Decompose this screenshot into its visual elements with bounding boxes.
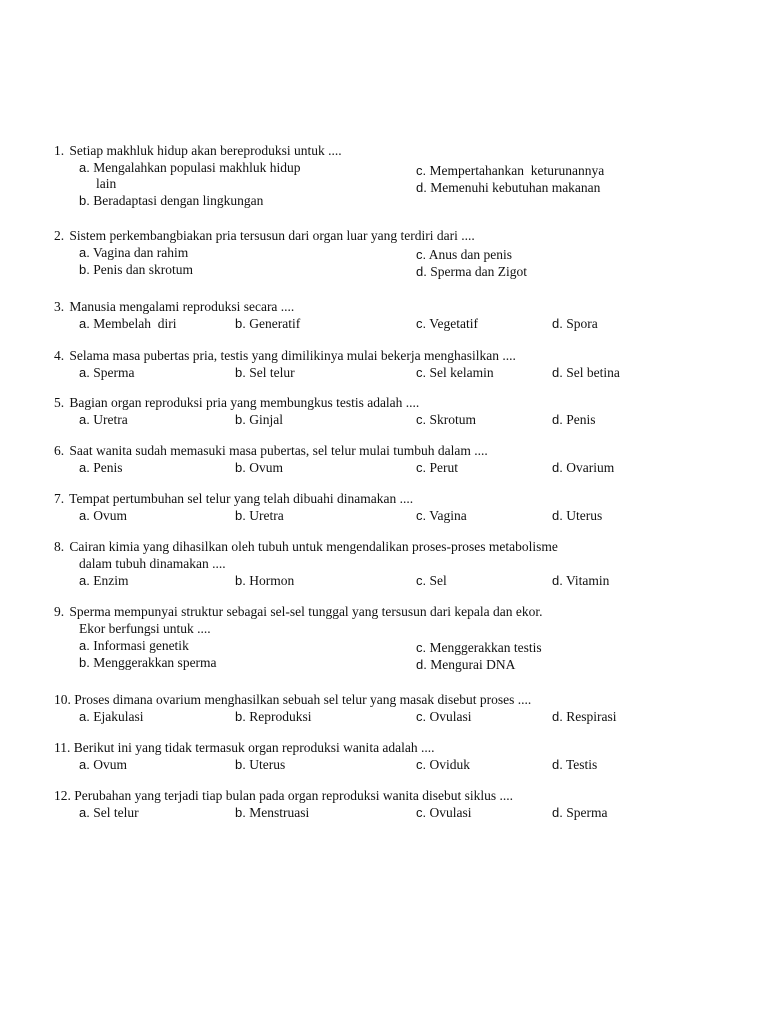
option-a-continued [96,175,116,192]
question-number: 1. [54,143,65,158]
question-stem [54,490,714,507]
question-text: Setiap makhluk hidup akan bereproduksi untuk .... [69,143,342,158]
option-text: Sperma [566,805,608,820]
option-d [552,804,607,821]
option-d [552,507,602,524]
option-text: Vegetatif [429,316,478,331]
option-text: Uretra [249,508,284,523]
question-number: 5. [54,395,65,410]
option-d [416,263,527,280]
option-text: Penis [93,460,123,475]
option-letter: a. [79,460,90,475]
question-number: 6. [54,443,65,458]
option-letter: b. [79,193,90,208]
option-letter: a. [79,709,90,724]
option-text: Memenuhi kebutuhan makanan [430,180,601,195]
option-b [79,192,263,209]
option-text: Perut [429,460,458,475]
question-number: 11. [54,740,71,755]
question-7 [54,490,714,523]
question-text: Manusia mengalami reproduksi secara .... [69,299,295,314]
option-c [416,708,472,725]
option-a [79,411,128,428]
question-number: 12. [54,788,71,803]
option-letter: c. [416,709,427,724]
option-text: Uretra [93,412,128,427]
option-c [416,756,470,773]
question-number: 9. [54,604,65,619]
option-letter: c. [416,365,427,380]
option-letter: d. [552,365,563,380]
option-b [235,364,295,381]
option-text: Sperma [93,365,135,380]
question-text: Bagian organ reproduksi pria yang membungkus testis adalah .... [69,395,420,410]
option-c [416,507,467,524]
option-letter: a. [79,638,90,653]
option-text: Hormon [249,573,295,588]
option-text: Menggerakkan sperma [93,655,217,670]
option-d [416,179,600,196]
option-letter: d. [552,757,563,772]
option-letter: c. [416,460,427,475]
option-letter: c. [416,163,427,178]
option-letter: c. [416,316,427,331]
option-text: Oviduk [429,757,470,772]
option-text: Generatif [249,316,301,331]
option-b [235,804,309,821]
option-text: Vitamin [565,573,610,588]
option-a [79,159,301,176]
option-b [235,572,294,589]
option-c [416,411,476,428]
question-text: Tempat pertumbuhan sel telur yang telah dibuahi dinamakan .... [69,491,414,506]
option-b [235,756,285,773]
option-letter: a. [79,573,90,588]
question-text: Saat wanita sudah memasuki masa pubertas, sel telur mulai tumbuh dalam .... [69,443,488,458]
option-b [235,507,284,524]
question-5 [54,394,714,427]
question-8 [54,538,714,588]
question-11 [54,739,714,772]
option-d [416,656,515,673]
question-text: Cairan kimia yang dihasilkan oleh tubuh untuk mengendalikan proses-proses metabolisme [69,539,558,554]
question-number: 10. [54,692,71,707]
option-letter: c. [416,640,427,655]
option-b [235,411,283,428]
option-text: lain [96,176,117,191]
question-4 [54,347,714,380]
option-letter: b. [235,805,246,820]
option-letter: b. [79,262,90,277]
option-text: Respirasi [566,709,617,724]
option-letter: d. [552,460,563,475]
option-letter: b. [235,365,246,380]
question-stem [54,538,714,555]
option-c [416,459,458,476]
question-text: Selama masa pubertas pria, testis yang dimilikinya mulai bekerja menghasilkan .... [69,348,516,363]
option-text: Sel kelamin [429,365,494,380]
option-letter: b. [79,655,90,670]
option-letter: b. [235,573,246,588]
question-text: Berikut ini yang tidak termasuk organ reproduksi wanita adalah .... [73,740,435,755]
option-text: Ovum [93,757,127,772]
option-letter: d. [552,709,563,724]
option-c [416,804,472,821]
option-letter: c. [416,757,427,772]
question-number: 8. [54,539,65,554]
option-letter: c. [416,508,427,523]
option-c [416,639,542,656]
option-text: Sel [429,573,447,588]
option-text: Mengurai DNA [430,657,516,672]
option-text: Uterus [249,757,286,772]
option-a [79,756,127,773]
question-number: 7. [54,491,65,506]
option-letter: a. [79,245,90,260]
option-letter: d. [416,264,427,279]
option-text: Skrotum [429,412,477,427]
question-text: Proses dimana ovarium menghasilkan sebuah sel telur yang masak disebut proses .... [74,692,532,707]
option-letter: b. [235,460,246,475]
question-9 [54,603,714,672]
question-number: 3. [54,299,65,314]
option-letter: a. [79,316,90,331]
option-a [79,708,143,725]
option-text: Vagina [429,508,467,523]
option-a [79,244,188,261]
option-letter: c. [416,805,427,820]
option-text: Ovum [249,460,283,475]
option-b [79,654,217,671]
option-a [79,637,189,654]
option-c [416,162,604,179]
option-letter: d. [552,412,563,427]
question-2 [54,227,714,279]
option-letter: a. [79,160,90,175]
option-a [79,507,127,524]
option-letter: b. [235,508,246,523]
option-letter: b. [235,709,246,724]
question-stem [54,142,714,159]
option-text: Beradaptasi dengan lingkungan [93,193,264,208]
option-d [552,364,620,381]
question-10 [54,691,714,724]
question-stem [54,347,714,364]
option-d [552,315,598,332]
option-a [79,315,176,332]
option-letter: d. [552,573,563,588]
option-text: Mempertahankan keturunannya [429,163,605,178]
option-letter: d. [416,180,427,195]
question-stem [54,739,714,756]
question-stem [54,691,714,708]
question-stem [54,442,714,459]
option-a [79,804,139,821]
option-text: Testis [565,757,598,772]
question-stem [54,787,714,804]
option-letter: a. [79,757,90,772]
option-text: Mengalahkan populasi makhluk hidup [93,160,301,175]
option-c [416,572,447,589]
option-letter: b. [235,757,246,772]
question-stem [54,603,714,620]
question-1 [54,142,714,208]
option-d [552,708,616,725]
option-d [552,756,597,773]
option-text: Ginjal [249,412,283,427]
option-text: Ovarium [566,460,615,475]
question-stem-continued: Ekor berfungsi untuk .... [79,621,211,636]
option-text: Sel betina [566,365,620,380]
option-text: Ovulasi [429,709,472,724]
question-stem-continued: dalam tubuh dinamakan .... [79,556,226,571]
option-b [235,708,311,725]
question-text: Sperma mempunyai struktur sebagai sel-sel tunggal yang tersusun dari kepala dan ekor. [69,604,543,619]
option-c [416,315,478,332]
question-text: Sistem perkembangbiakan pria tersusun dari organ luar yang terdiri dari .... [69,228,475,243]
option-text: Reproduksi [249,709,312,724]
question-stem [54,394,714,411]
option-letter: c. [416,412,427,427]
option-letter: d. [552,805,563,820]
option-letter: a. [79,805,90,820]
option-text: Sel telur [249,365,295,380]
option-d [552,459,614,476]
option-b [235,459,283,476]
question-3 [54,298,714,331]
option-letter: b. [235,316,246,331]
option-text: Penis dan skrotum [93,262,193,277]
option-text: Uterus [566,508,603,523]
option-text: Membelah diri [93,316,177,331]
option-text: Menggerakkan testis [429,640,542,655]
option-letter: c. [416,247,427,262]
option-letter: d. [552,316,563,331]
question-number: 4. [54,348,65,363]
option-text: Vagina dan rahim [92,245,189,260]
option-text: Sel telur [93,805,139,820]
option-text: Anus dan penis [428,247,513,262]
option-a [79,364,134,381]
option-text: Menstruasi [249,805,310,820]
option-d [552,411,595,428]
option-text: Ovulasi [429,805,472,820]
option-letter: a. [79,365,90,380]
option-b [235,315,300,332]
option-text: Spora [566,316,598,331]
option-b [79,261,193,278]
option-d [552,572,609,589]
option-text: Informasi genetik [93,638,189,653]
question-stem [54,298,714,315]
option-letter: d. [416,657,427,672]
question-text: Perubahan yang terjadi tiap bulan pada organ reproduksi wanita disebut siklus .... [74,788,514,803]
option-text: Ovum [93,508,127,523]
option-text: Ejakulasi [93,709,144,724]
option-letter: d. [552,508,563,523]
option-c [416,246,512,263]
option-text: Penis [566,412,596,427]
option-a [79,459,122,476]
option-letter: a. [79,508,90,523]
option-a [79,572,128,589]
option-letter: b. [235,412,246,427]
option-text: Sperma dan Zigot [430,264,527,279]
question-6 [54,442,714,475]
option-letter: c. [416,573,427,588]
option-letter: a. [79,412,90,427]
option-text: Enzim [93,573,129,588]
option-c [416,364,494,381]
question-12 [54,787,714,820]
question-stem [54,227,714,244]
question-number: 2. [54,228,65,243]
